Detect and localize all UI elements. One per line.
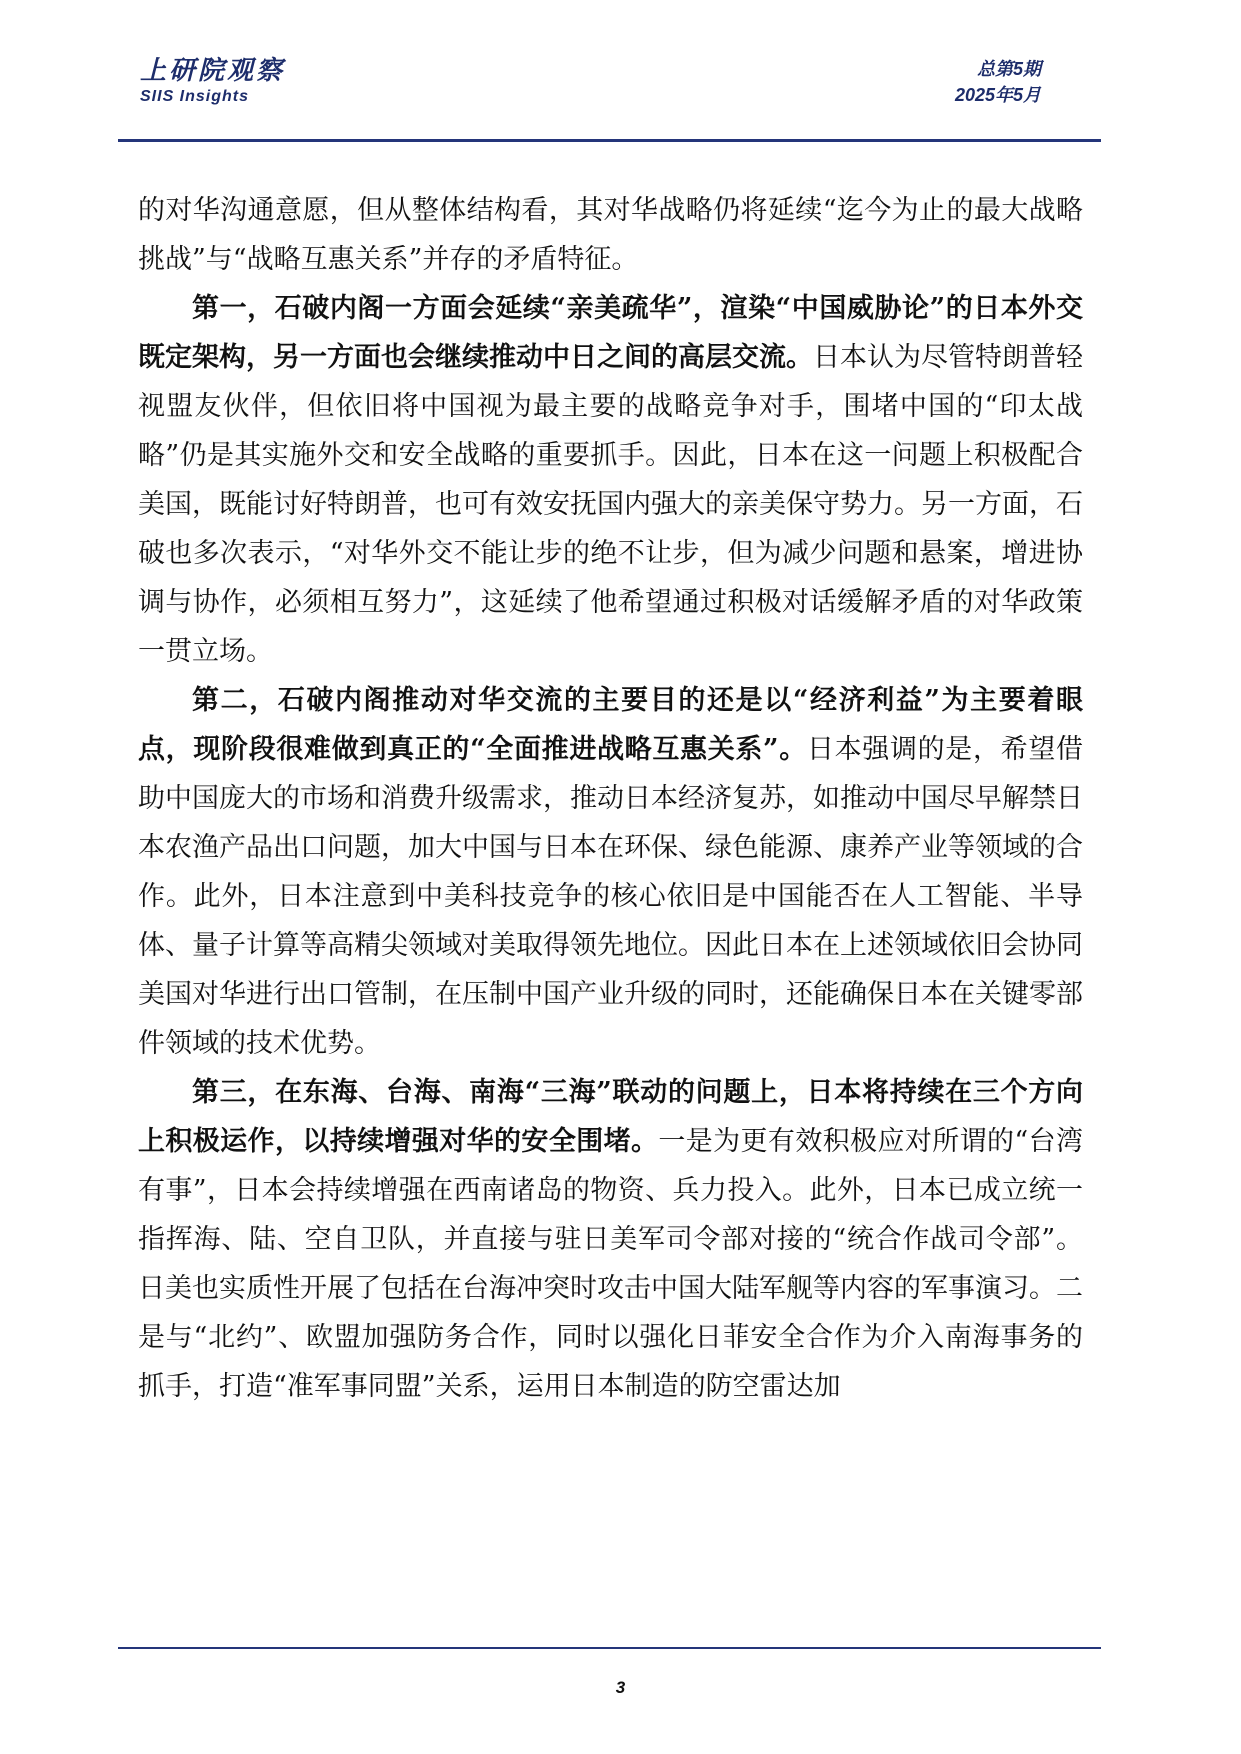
footer-rule bbox=[118, 1647, 1101, 1649]
paragraph-text: 日本认为尽管特朗普轻视盟友伙伴，但依旧将中国视为最主要的战略竞争对手，围堵中国的“印太战略”仍是其实施外交和安全战略的重要抓手。因此，日本在这一问题上积极配合美国，既能讨好特朗普，也可有效安抚国内强大的亲美保守势力。另一方面，石破也多次表示，“对华外交不能让步的绝不让步，但为减少问题和悬案，增进协调与协作，必须相互努力”，这延续了他希望通过积极对话缓解矛盾的对华政策一贯立场。 bbox=[138, 342, 1083, 667]
paragraph-text: 一是为更有效积极应对所谓的“台湾有事”，日本会持续增强在西南诸岛的物资、兵力投入。此外，日本已成立统一指挥海、陆、空自卫队，并直接与驻日美军司令部对接的“统合作战司令部”。日美也实质性开展了包括在台海冲突时攻击中国大陆军舰等内容的军事演习。二是与“北约”、欧盟加强防务合作，同时以强化日菲安全合作为介入南海事务的抓手，打造“准军事同盟”关系，运用日本制造的防空雷达加 bbox=[138, 1126, 1083, 1402]
paragraph-lead: 第二，石破内阁推动对华交流的主要目的还是以“经济利益”为主要着眼点，现阶段很难做到真正的“全面推进战略互惠关系”。 bbox=[138, 685, 1083, 765]
paragraph-text: 日本强调的是，希望借助中国庞大的市场和消费升级需求，推动日本经济复苏，如推动中国尽早解禁日本农渔产品出口问题，加大中国与日本在环保、绿色能源、康养产业等领域的合作。此外，日本注意到中美科技竞争的核心依旧是中国能否在人工智能、半导体、量子计算等高精尖领域对美取得领先地位。因此日本在上述领域依旧会协同美国对华进行出口管制，在压制中国产业升级的同时，还能确保日本在关键零部件领域的技术优势。 bbox=[138, 734, 1084, 1059]
paragraph-point-three bbox=[138, 1068, 1083, 1411]
issue-date: 2025年5月 bbox=[954, 85, 1041, 105]
paragraph-lead: 第一，石破内阁一方面会延续“亲美疏华”，渲染“中国威胁论”的日本外交既定架构，另一方面也会继续推动中日之间的高层交流。 bbox=[138, 293, 1083, 373]
brand-title-cn: 上研院观察 bbox=[140, 56, 286, 86]
paragraph-point-one bbox=[138, 284, 1083, 676]
paragraph-text: 的对华沟通意愿，但从整体结构看，其对华战略仍将延续“迄今为止的最大战略挑战”与“战略互惠关系”并存的矛盾特征。 bbox=[138, 195, 1083, 275]
issue-number: 总第5期 bbox=[976, 59, 1041, 79]
header-rule bbox=[118, 139, 1101, 142]
issue-info bbox=[955, 56, 1041, 108]
brand-title-en: SIIS Insights bbox=[140, 88, 250, 105]
article-body bbox=[138, 186, 1083, 1411]
paragraph-lead: 第三，在东海、台海、南海“三海”联动的问题上，日本将持续在三个方向上积极运作，以持续增强对华的安全围堵。 bbox=[138, 1077, 1083, 1157]
paragraph-continuation bbox=[138, 186, 1083, 284]
paragraph-point-two bbox=[138, 676, 1083, 1068]
page-number: 3 bbox=[615, 1678, 626, 1697]
